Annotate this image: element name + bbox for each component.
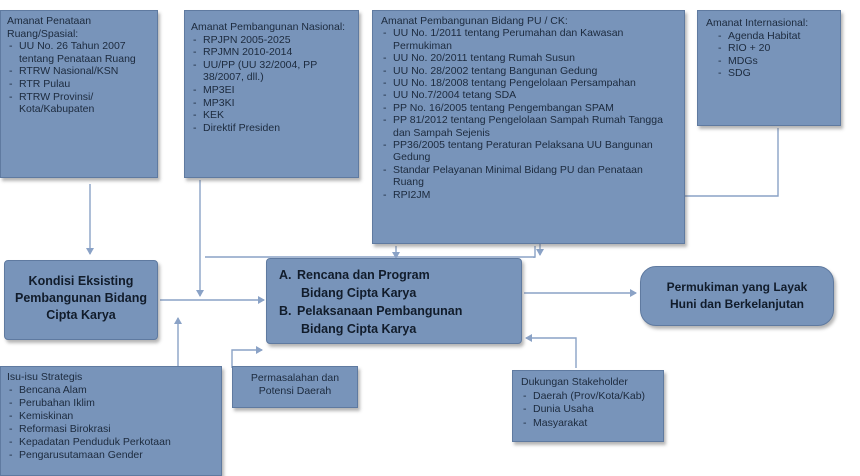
- list-item: - UU No. 28/2002 tentang Bangunan Gedung: [381, 65, 676, 77]
- kondisi-label: Kondisi Eksisting Pembangunan Bidang Cipta Karya: [15, 274, 147, 322]
- amanat-pembangunan-nasional-box: [184, 10, 359, 178]
- list-item: - Kepadatan Penduduk Perkotaan: [7, 436, 215, 449]
- internasional-list: [706, 30, 832, 80]
- center-a-line1: Rencana dan Program: [297, 268, 430, 282]
- list-item: - Bencana Alam: [7, 384, 215, 397]
- stakeholder-title: Dukungan Stakeholder: [521, 376, 628, 388]
- center-a-line2: Bidang Cipta Karya: [301, 286, 417, 300]
- list-item: - Dunia Usaha: [521, 403, 655, 417]
- output-label: Permukiman yang Layak Huni dan Berkelanjutan: [666, 280, 808, 311]
- center-b-line2: Bidang Cipta Karya: [301, 322, 417, 336]
- center-b-line1: Pelaksanaan Pembangunan: [297, 304, 463, 318]
- kondisi-eksisting-box: [4, 260, 158, 340]
- list-item: - Reformasi Birokrasi: [7, 423, 215, 436]
- penataan-title: Amanat Penataan Ruang/Spasial:: [7, 15, 92, 40]
- list-item: - UU No.7/2004 tetang SDA: [381, 89, 676, 101]
- list-item: - MDGs: [716, 55, 832, 68]
- list-item: - UU No. 1/2011 tentang Perumahan dan Kawasan Permukiman: [381, 27, 676, 52]
- list-item: - RIO + 20: [716, 42, 832, 55]
- list-item: - PP 81/2012 tentang Pengelolaan Sampah Rumah Tangga dan Sampah Sejenis: [381, 114, 676, 139]
- list-item: - RPI2JM: [381, 189, 676, 201]
- list-item: - Agenda Habitat: [716, 30, 832, 43]
- dukungan-stakeholder-box: [512, 370, 664, 442]
- connector-top-bus: [205, 246, 535, 257]
- list-item: - Standar Pelayanan Minimal Bidang PU dan Penataan Ruang: [381, 164, 676, 189]
- center-item-a: [279, 266, 509, 284]
- list-item: - Direktif Presiden: [191, 122, 352, 135]
- center-item-b: [279, 302, 509, 320]
- list-item: - PP36/2005 tentang Peraturan Pelaksana UU Bangunan Gedung: [381, 139, 676, 164]
- list-item: - UU No. 18/2008 tentang Pengelolaan Persampahan: [381, 77, 676, 89]
- list-item: - RPJPN 2005-2025: [191, 34, 352, 47]
- list-item: - RTRW Provinsi/ Kota/Kabupaten: [7, 91, 151, 116]
- pembangunan-title: Amanat Pembangunan Nasional:: [191, 21, 346, 33]
- isu-title: Isu-isu Strategis: [7, 371, 83, 383]
- amanat-internasional-box: [697, 10, 841, 126]
- list-item: - UU/PP (UU 32/2004, PP 38/2007, dll.): [191, 59, 352, 84]
- center-b-marker: B.: [279, 304, 292, 318]
- list-item: - SDG: [716, 67, 832, 80]
- list-item: - KEK: [191, 109, 352, 122]
- arrow-stakeholder: [526, 338, 576, 368]
- list-item: - MP3EI: [191, 84, 352, 97]
- rencana-program-box: [266, 258, 522, 344]
- list-item: - RPJMN 2010-2014: [191, 46, 352, 59]
- permasalahan-label: Permasalahan dan Potensi Daerah: [250, 372, 340, 397]
- list-item: - RTRW Nasional/KSN: [7, 65, 151, 78]
- list-item: - MP3KI: [191, 97, 352, 110]
- penataan-list: [7, 40, 151, 116]
- center-a-marker: A.: [279, 268, 292, 282]
- list-item: - PP No. 16/2005 tentang Pengembangan SPAM: [381, 102, 676, 114]
- permukiman-output-box: [640, 266, 834, 326]
- list-item: - Pengarusutamaan Gender: [7, 449, 215, 462]
- stakeholder-list: [521, 390, 655, 431]
- amanat-penataan-ruang-box: [0, 10, 158, 178]
- list-item: - Masyarakat: [521, 417, 655, 431]
- list-item: - UU No. 26 Tahun 2007 tentang Penataan Ruang: [7, 40, 151, 65]
- list-item: - Daerah (Prov/Kota/Kab): [521, 390, 655, 404]
- isu-strategis-box: [0, 366, 222, 476]
- pu-list: [381, 27, 676, 201]
- list-item: - UU No. 20/2011 tentang Rumah Susun: [381, 52, 676, 64]
- list-item: - RTR Pulau: [7, 78, 151, 91]
- internasional-title: Amanat Internasional:: [706, 17, 809, 29]
- pu-title: Amanat Pembangunan Bidang PU / CK:: [381, 15, 568, 27]
- list-item: - Kemiskinan: [7, 410, 215, 423]
- pembangunan-list: [191, 34, 352, 135]
- list-item: - Perubahan Iklim: [7, 397, 215, 410]
- permasalahan-box: [232, 366, 358, 408]
- amanat-pembangunan-pu-box: [372, 10, 685, 244]
- isu-list: [7, 384, 215, 462]
